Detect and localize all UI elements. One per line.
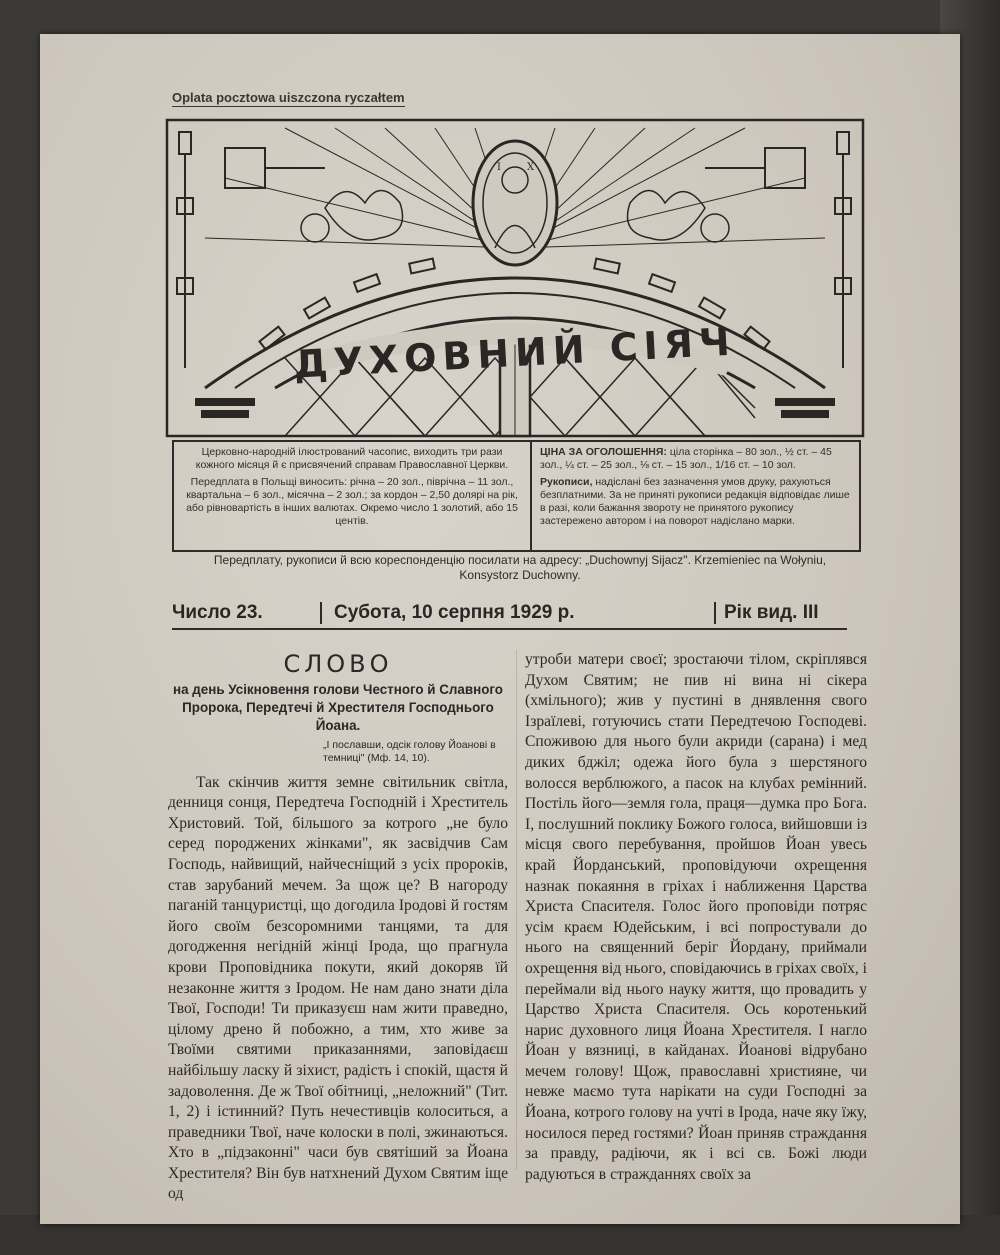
article-body-left: Так скінчив життя земне світильник світла, денниця сонця, Передтеча Господній і Хреститель Христовий. Той, більшого за котрого „не було серед породжених жінками", як засвідчив Сам Господь, найвищий, найчесніщий з усіх пророків, став зарубаний мечем. За щож це? В нагороду паганій танцуристці, що догодила Іродові й гостям його своїм безсоромними танцями, та для догодження негідній жінці Ірода, що прагнула крови Проповідника покути, який докоряв їй незаконне життя з Іродом. Не нам дано знати діла Твої, Господи! Ти приказуєш нам жити праведно, цілому дрено й побожно, а тим, хто живе за Твоїми святими приказаннями, заповідаєш найбільшу ласку й зіхист, радість і спокій, щастя й задоволення. Де ж Твої обітниці, „неложний" (Тит. 1, 2) і істинний? Путь нечестивців колоситься, а праведники Твої, наче колоски в полі, зжинаються. Хто в „підзаконні" часи був святіший за Йоана Хрестителя? Він був натхнений Духом Святим іще од xyxy=(168,773,508,1203)
icon-medallion xyxy=(473,141,557,265)
subscription-info: Передплата в Польщі виносить: річна – 20 зол., піврічна – 11 зол., квартальна – 6 зол., місячна – 2 зол.; за кордон – 2,50 долярі на рік, або рівновартість в інших валютах. Окремо число 1 золотий, або 15 центів. xyxy=(186,476,518,527)
masthead xyxy=(165,118,865,438)
svg-text:X: X xyxy=(527,162,535,173)
manuscripts-label: Рукописи, xyxy=(540,476,593,488)
address: Передплату, рукописи й всю кореспонденцію посилати на адресу: „Duchownyj Sijacz". Krzemieniec na Wołyniu, Konsystorz Duchowny. xyxy=(213,553,827,582)
issue-year: Рік вид. III xyxy=(714,602,819,624)
issue-number: Число 23. xyxy=(172,602,263,623)
journal-description: Церковно-народній ілюстрований часопис, виходить три рази кожного місяця й є присвячений справам Православної Церкви. xyxy=(195,446,509,471)
issue-line xyxy=(172,598,847,630)
article-subtitle: на день Усікновення голови Честного й Славного Пророка, Передтечі й Хрестителя Господнього Йоана. xyxy=(173,681,503,733)
article-body-right: утроби матери своєї; зростаючи тілом, скріплявся Духом Святим; не пив ні вина ні сікера (хмільного); жив у пустині в днявлення свого Ізраїлеві, готуючись стати Передтечою Господеві. Споживою для нього були акриди (сарана) і мед диких бджіл; одежа його була з шерстяного волосся верблюжого, а пасок на клубах ремінний. Постіль його—земля гола, праця—думка про Бога. І, послушний поклику Божого голоса, вийшовши із місця свого перебування, пройшов Йоан увесь край Йорданський, проповідуючи охрещення назнак покаяння в гріхах і наближення Царства Христа Спасителя. Голос його проповіди потряс усім краєм Юдейським, і всі попростували до нього на священний беріг Йордану, приймали охрещення від нього, сповідаючись в гріхах своїх, і переймали від нього науку життя, що провадить у Царство Христа Спасителя. Ось коротенький нарис духовного лиця Йоана Хрестителя. І нагло Йоан у вязниці, в кайданах. Йоанові відрубано мечем голову! Щож, православні християне, чи невже маємо тута нарікати на суди Господні за Йоана, котрого голову на учті в Ірода, наче яку їжу, носилося перед гостями? Йоан приняв страждання за правду, радіючи, як і всі св. Божі люди радуються в стражданнях своїх за xyxy=(525,651,868,1183)
issue-date: Субота, 10 серпня 1929 р. xyxy=(320,602,714,624)
article-column-left xyxy=(168,650,508,1205)
manuscripts-info: надіслані без зазначення умов друку, рахуються безплатними. За не приняті рукописи редакція відповідає лише в разі, коли бажання звороту не принятого рукопису застережено автором і на поворот надіслано марки. xyxy=(540,476,850,527)
article-epigraph: „І пославши, одсік голову Йоанові в темниці" (Мф. 14, 10). xyxy=(323,738,496,764)
article-title: СЛОВО xyxy=(283,650,393,678)
svg-text:I: I xyxy=(497,162,501,173)
postal-note: Oplata pocztowa uiszczona ryczałtem xyxy=(172,90,405,105)
info-left xyxy=(174,442,532,550)
newspaper-title: ДУХОВНИЙ СІЯЧ xyxy=(292,319,737,387)
info-right xyxy=(532,442,859,550)
ad-price: ціла сторінка – 80 зол., ½ ст. – 45 зол., ¼ ст. – 25 зол., ⅛ ст. – 15 зол., 1/16 ст. – 10 зол. xyxy=(540,446,832,471)
ad-price-label: ЦІНА ЗА ОГОЛОШЕННЯ: xyxy=(540,446,667,458)
column-divider xyxy=(516,650,517,1170)
masthead-illustration xyxy=(165,118,865,438)
article-column-right xyxy=(525,650,867,1185)
info-box xyxy=(172,440,861,552)
